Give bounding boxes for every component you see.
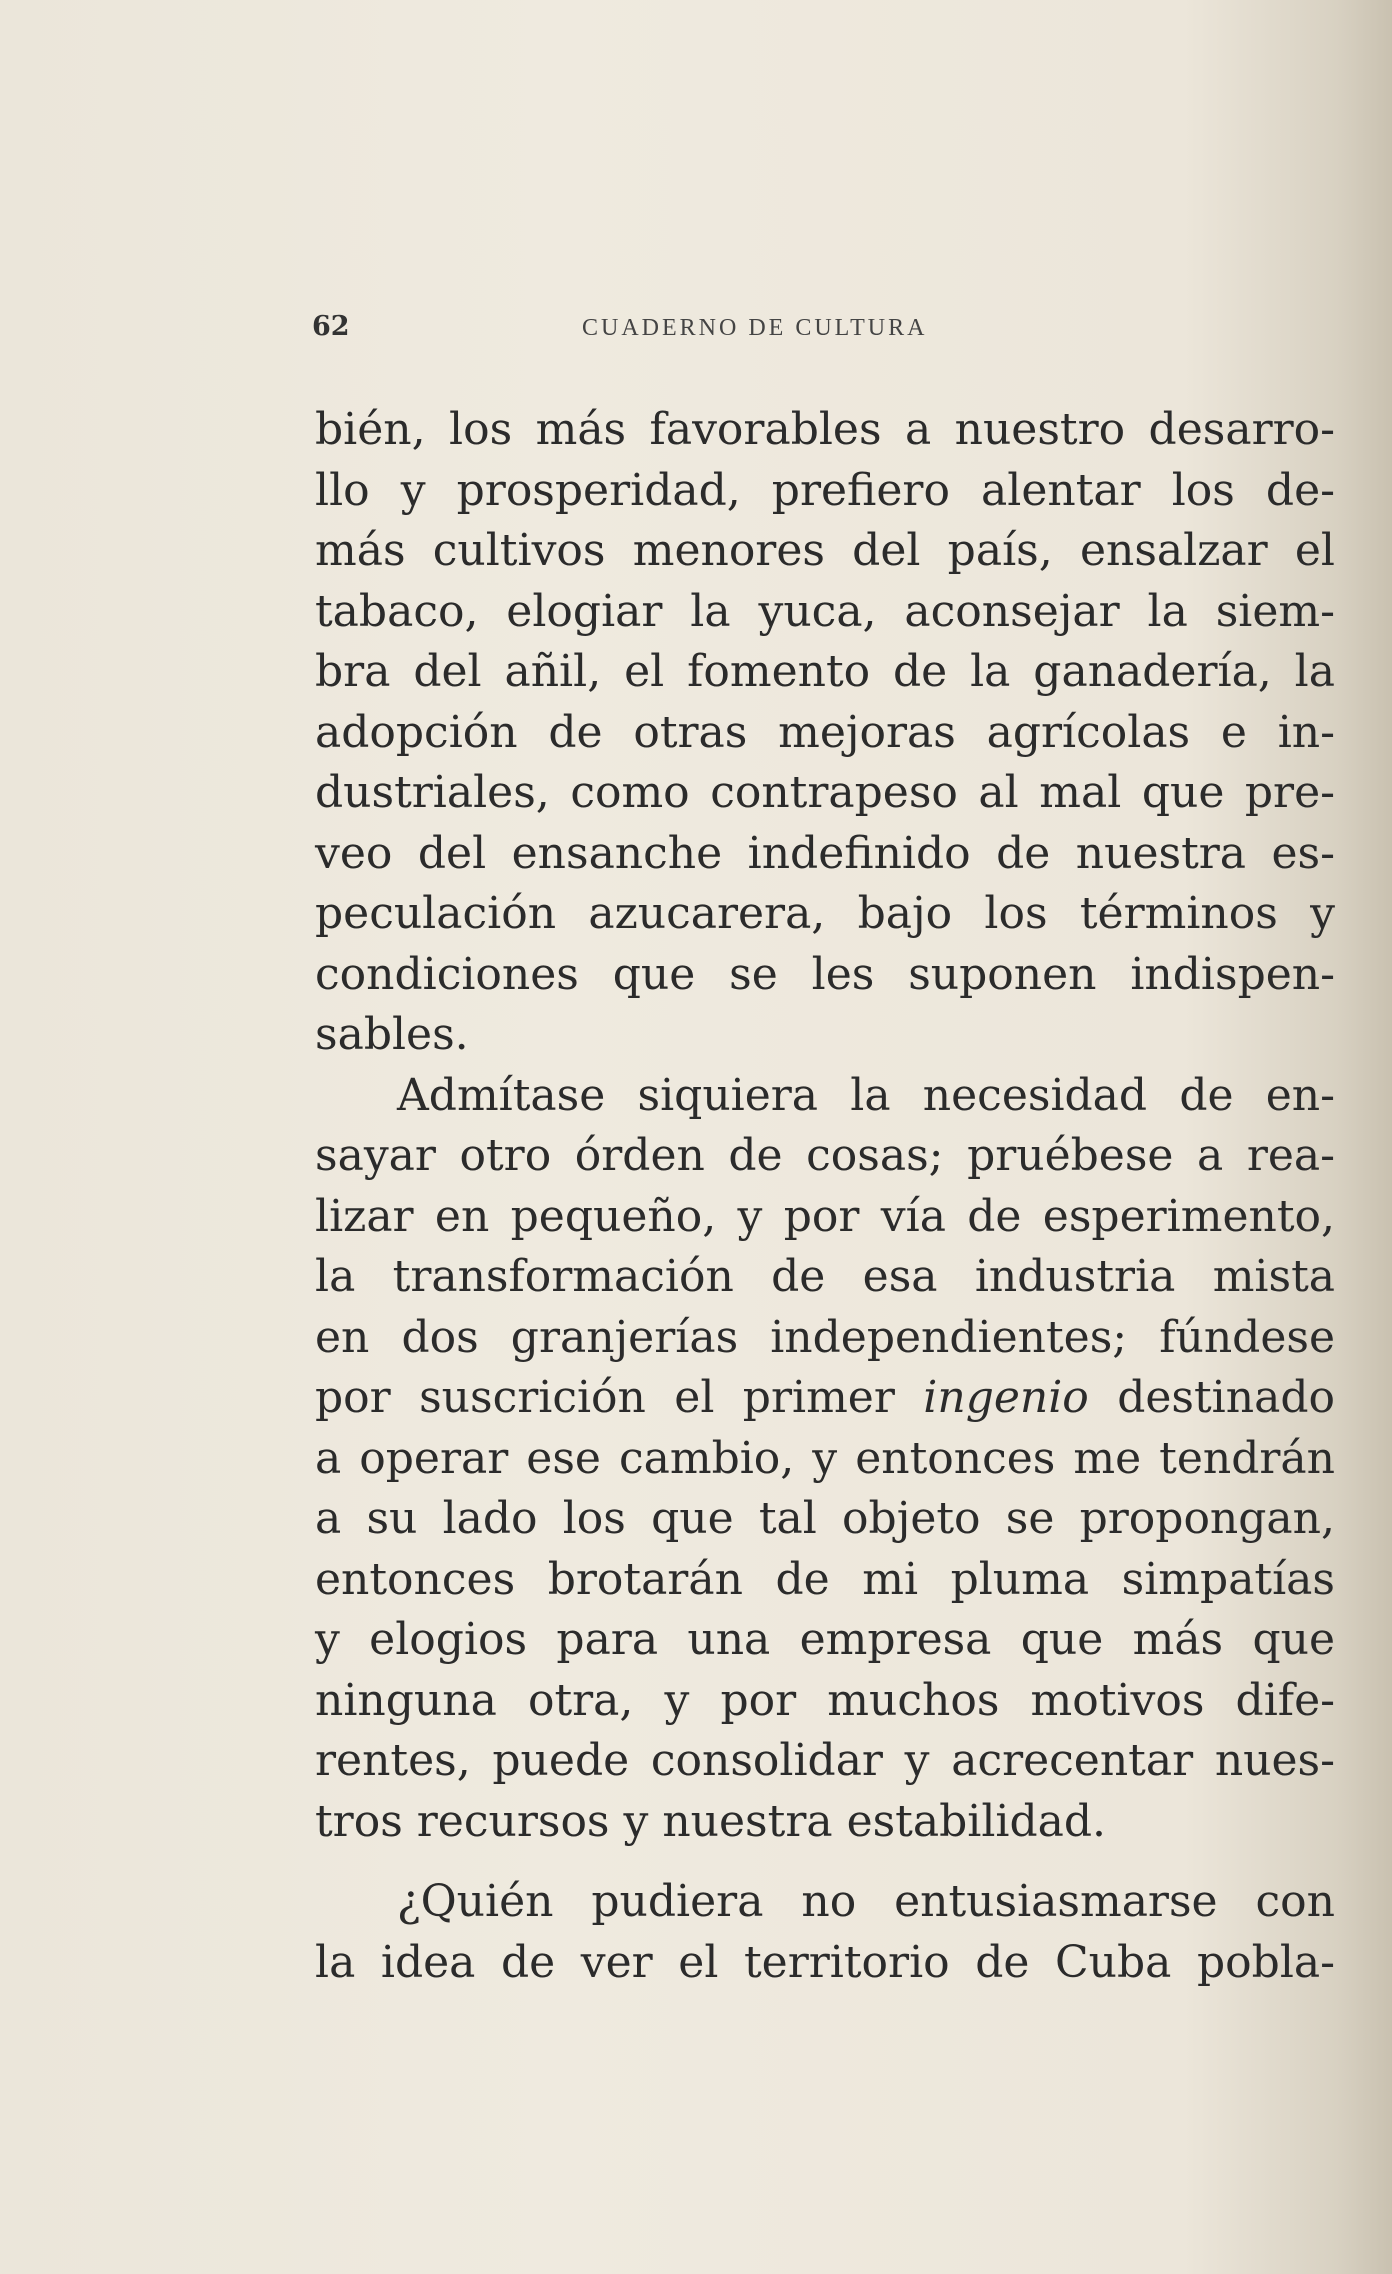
text-line: tros recursos y nuestra estabilidad. bbox=[315, 1795, 1107, 1847]
text-line: entonces brotarán de mi pluma simpatías bbox=[315, 1553, 1335, 1605]
text-line: dustriales, como contrapeso al mal que pre- bbox=[315, 767, 1335, 818]
text-line: peculación azucarera, bajo los términos y bbox=[315, 888, 1335, 939]
text-line: bién, los más favorables a nuestro desarro- bbox=[315, 404, 1335, 455]
text-line: a operar ese cambio, y entonces me tendrán bbox=[315, 1432, 1335, 1484]
paragraph-2 bbox=[315, 1066, 1335, 1853]
paragraph-1 bbox=[315, 400, 1335, 1066]
text-line: veo del ensanche indefinido de nuestra es- bbox=[315, 827, 1335, 879]
page-header bbox=[312, 311, 1332, 351]
italic-word: ingenio bbox=[923, 1372, 1089, 1423]
text-line: la transformación de esa industria mista bbox=[315, 1251, 1335, 1302]
text-line: rentes, puede consolidar y acrecentar nues- bbox=[315, 1735, 1335, 1786]
text-line: sables. bbox=[315, 1009, 469, 1060]
text-line: tabaco, elogiar la yuca, aconsejar la siem- bbox=[315, 585, 1335, 637]
text-line-mixed bbox=[315, 1368, 1335, 1429]
text-line: en dos granjerías independientes; fúndese bbox=[315, 1311, 1335, 1363]
text-segment: por suscrición el primer bbox=[315, 1372, 895, 1423]
text-line: bra del añil, el fomento de la ganadería, la bbox=[315, 646, 1335, 697]
text-line: sayar otro órden de cosas; pruébese a rea- bbox=[315, 1130, 1335, 1181]
text-line: más cultivos menores del país, ensalzar el bbox=[315, 525, 1335, 576]
text-line: ninguna otra, y por muchos motivos dife- bbox=[315, 1674, 1335, 1726]
page-number: 62 bbox=[312, 311, 350, 342]
text-line: condiciones que se les suponen indispen- bbox=[315, 948, 1335, 1000]
running-head: CUADERNO DE CULTURA bbox=[582, 315, 928, 341]
text-line: llo y prosperidad, prefiero alentar los de- bbox=[315, 464, 1335, 516]
text-segment: destinado bbox=[1117, 1372, 1335, 1423]
body-text bbox=[315, 400, 1335, 1993]
text-line: lizar en pequeño, y por vía de esperimento, bbox=[315, 1190, 1335, 1242]
text-line: a su lado los que tal objeto se propongan, bbox=[315, 1493, 1335, 1544]
text-line: ¿Quién pudiera no entusiasmarse con bbox=[397, 1876, 1335, 1927]
text-line: adopción de otras mejoras agrícolas e in- bbox=[315, 706, 1335, 758]
paragraph-3 bbox=[315, 1872, 1335, 1993]
text-line: Admítase siquiera la necesidad de en- bbox=[397, 1069, 1335, 1121]
text-line: la idea de ver el territorio de Cuba pobla- bbox=[315, 1936, 1335, 1988]
text-line: y elogios para una empresa que más que bbox=[315, 1614, 1335, 1665]
